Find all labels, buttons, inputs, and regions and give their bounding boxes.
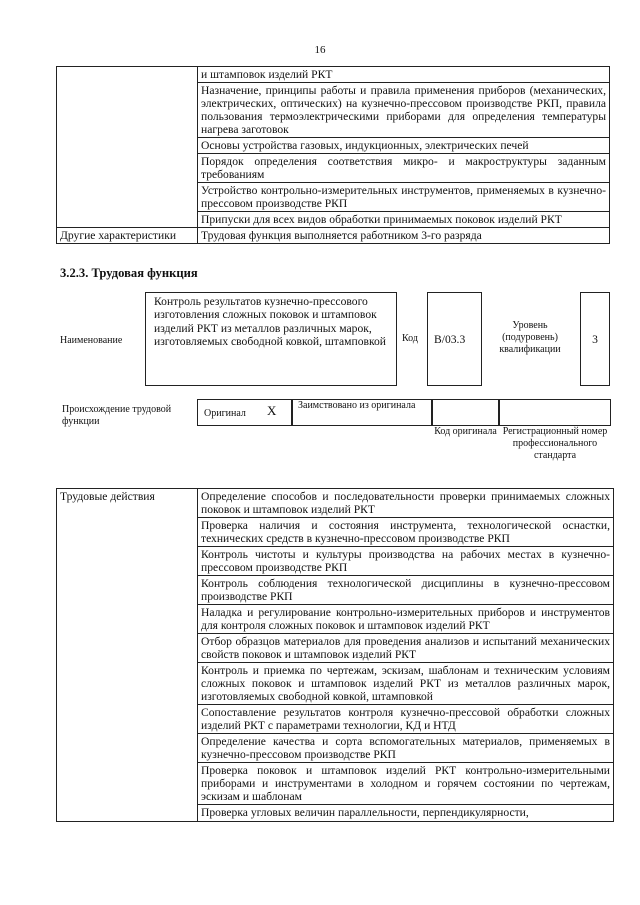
page-number: 16 [314,44,326,56]
labor-actions-label: Трудовые действия [57,489,198,822]
labor-actions-table [56,488,614,822]
knowledge-table [56,66,610,244]
naming-label: Наименование [60,335,123,346]
code-value: В/03.3 [434,333,466,346]
table-row [57,228,610,244]
table-cell [198,805,614,822]
origin-label: Происхождение трудовой функции [62,404,172,427]
code-label: Код [402,333,418,344]
level-value: 3 [592,333,598,346]
other-characteristics-label: Другие характеристики [57,228,198,244]
table-cell: Припуски для всех видов обработки принимаемых поковок изделий РКТ [198,212,610,228]
table-cell: Определение качества и сорта вспомогательных материалов, применяемых в кузнечно-прессовом производстве РКП [198,734,614,763]
table-cell: Отбор образцов материалов для проведения анализов и испытаний механических свойств поковок и штамповок изделий РКТ [198,634,614,663]
level-box [580,292,610,386]
reg-number-cell [499,399,611,426]
table-cell-text: Проверка угловых величин параллельности, перпендикулярности, [201,806,529,819]
table-row [57,67,610,83]
code-original-label: Код оригинала [434,426,497,437]
function-name-value: Контроль результатов кузнечно-прессового изготовления сложных поковок и штамповок изделий РКТ из металлов различных марок, изготовляемых свободной ковкой, штамповкой [154,295,387,349]
table-cell: Проверка наличия и состояния инструмента, технологической оснастки, технических средств в кузнечно-прессовом производстве РКП [198,518,614,547]
table-cell: и штамповок изделий РКТ [198,67,610,83]
borrowed-label: Заимствовано из оригинала [298,400,416,411]
other-characteristics-value: Трудовая функция выполняется работником 3-го разряда [198,228,610,244]
table-row [57,489,614,518]
table-cell: Сопоставление результатов контроля кузнечно-прессовой обработки сложных изделий РКТ с параметрами технологии, КД и НТД [198,705,614,734]
code-box [427,292,482,386]
table-cell-empty [57,67,198,228]
table-cell: Проверка поковок и штамповок изделий РКТ контрольно-измерительными приборами и инструментами в холодном и горячем состоянии по чертежам, эскизам и шаблонам [198,763,614,805]
table-cell: Назначение, принципы работы и правила применения приборов (механических, электрических, оптических) на кузнечно-прессовом производстве РКП, правила пользования термоэлектрическими приборами для определения температуры нагрева заготовок [198,83,610,138]
function-name-box [145,292,397,386]
table-cell: Порядок определения соответствия микро- и макроструктуры заданным требованиям [198,154,610,183]
original-mark: X [267,403,277,418]
table-cell: Определение способов и последовательности проверки принимаемых сложных поковок и штамповок изделий РКТ [198,489,614,518]
reg-number-label: Регистрационный номер профессионального стандарта [502,426,608,461]
section-title: 3.2.3. Трудовая функция [60,266,198,280]
table-cell: Контроль соблюдения технологической дисциплины в кузнечно-прессовом производстве РКП [198,576,614,605]
table-cell: Наладка и регулирование контрольно-измерительных приборов и инструментов для контроля сложных поковок и штамповок изделий РКТ [198,605,614,634]
table-cell: Устройство контрольно-измерительных инструментов, применяемых в кузнечно-прессовом производстве РКП [198,183,610,212]
table-cell: Контроль и приемка по чертежам, эскизам, шаблонам и техническим условиям сложных поковок и штамповок изделий РКТ из металлов различных марок, изготовляемых свободной ковкой, штамповкой [198,663,614,705]
table-cell: Контроль чистоты и культуры производства на рабочих местах в кузнечно-прессовом производстве РКП [198,547,614,576]
level-label: Уровень (подуровень) квалификации [499,320,561,355]
table-cell: Основы устройства газовых, индукционных, электрических печей [198,138,610,154]
code-original-cell [432,399,499,426]
original-label: Оригинал [204,408,246,419]
